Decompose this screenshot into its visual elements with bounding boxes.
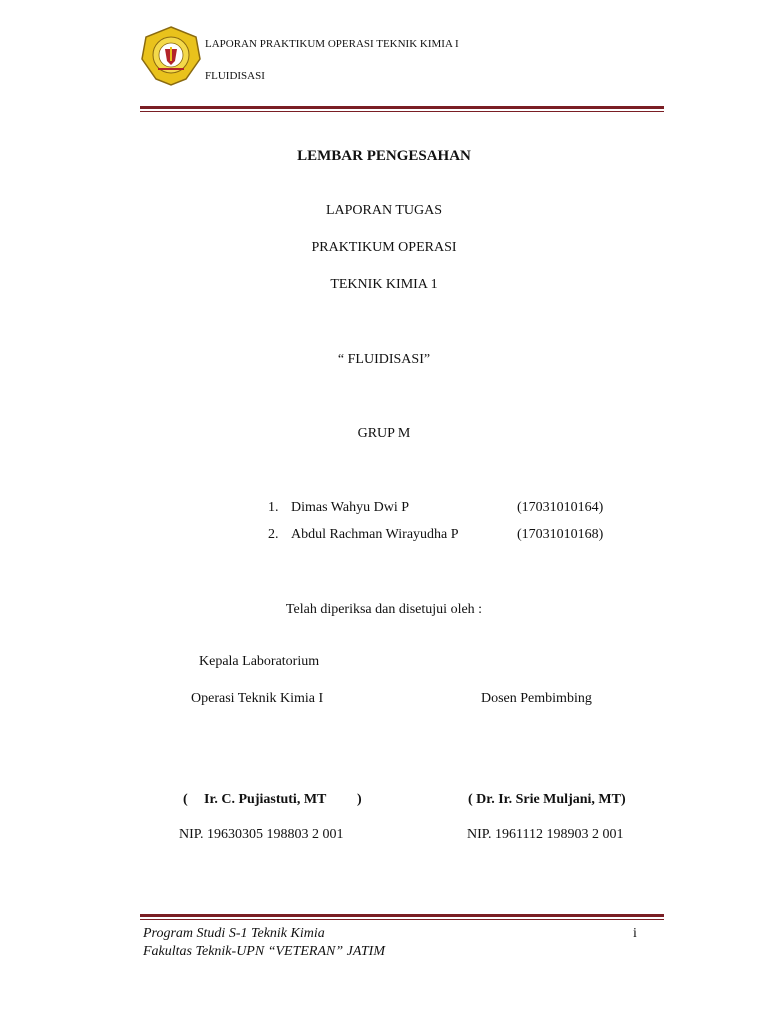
member-nim: (17031010164) (517, 500, 604, 515)
footer-faculty: Fakultas Teknik-UPN “VETERAN” JATIM (143, 944, 385, 959)
member-nim: (17031010168) (517, 527, 604, 542)
left-signer-role-2: Operasi Teknik Kimia I (191, 691, 324, 706)
header-divider (140, 106, 664, 112)
footer-divider (140, 914, 664, 920)
left-signer-open-paren: ( (183, 792, 188, 807)
report-line-3: TEKNIK KIMIA 1 (330, 277, 438, 292)
report-topic: “ FLUIDISASI” (337, 352, 431, 367)
page-number: i (633, 926, 637, 941)
right-signer-nip: NIP. 1961112 198903 2 001 (467, 827, 624, 842)
member-number: 2. (268, 527, 279, 542)
report-line-1: LAPORAN TUGAS (325, 203, 443, 218)
university-logo-icon (140, 25, 202, 87)
member-name: Abdul Rachman Wirayudha P (291, 527, 459, 542)
header-title: LAPORAN PRAKTIKUM OPERASI TEKNIK KIMIA I (205, 38, 459, 50)
left-signer-close-paren: ) (357, 792, 362, 807)
member-number: 1. (268, 500, 279, 515)
page-title: LEMBAR PENGESAHAN (297, 148, 471, 164)
header-subtitle: FLUIDISASI (205, 70, 265, 82)
footer-program: Program Studi S-1 Teknik Kimia (143, 926, 325, 941)
group-label: GRUP M (357, 426, 411, 441)
member-name: Dimas Wahyu Dwi P (291, 500, 410, 515)
report-line-2: PRAKTIKUM OPERASI (311, 240, 457, 255)
right-signer-role: Dosen Pembimbing (481, 691, 592, 706)
right-signer-name: ( Dr. Ir. Srie Muljani, MT) (468, 792, 626, 807)
left-signer-nip: NIP. 19630305 198803 2 001 (179, 827, 344, 842)
left-signer-role: Kepala Laboratorium (199, 654, 320, 669)
left-signer-name: Ir. C. Pujiastuti, MT (204, 792, 327, 807)
approval-statement: Telah diperiksa dan disetujui oleh : (285, 602, 483, 617)
